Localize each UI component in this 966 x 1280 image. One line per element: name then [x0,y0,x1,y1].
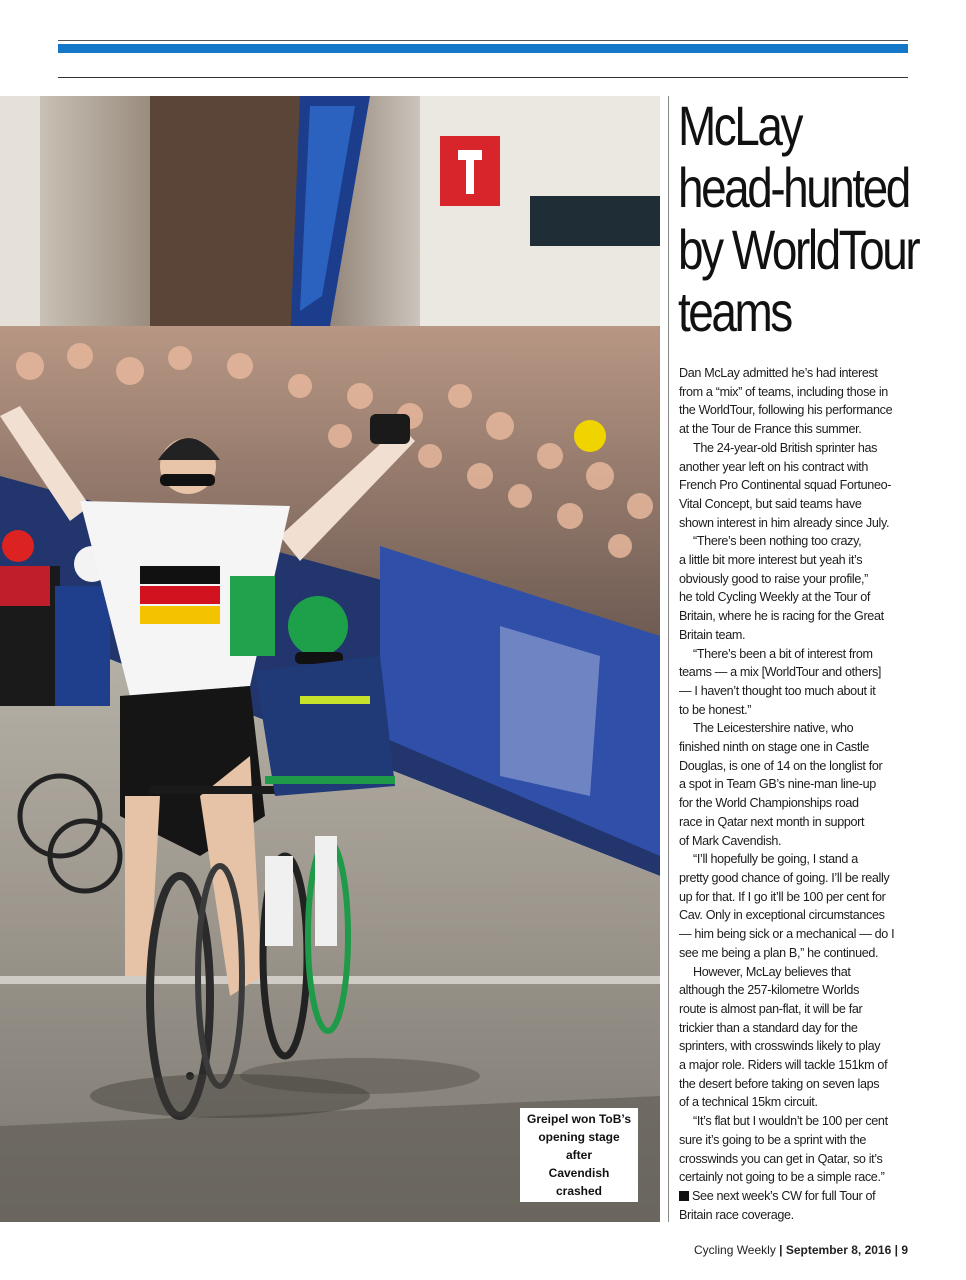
body-line-text: sure it’s going to be a sprint with the [679,1132,867,1147]
column-divider [668,96,669,1222]
body-line [679,738,911,757]
body-line-text: a spot in Team GB’s nine-man line-up [679,777,876,792]
body-line [679,626,911,645]
caption-line: Greipel won ToB’s [526,1112,631,1126]
race-finish-photo [0,96,660,1222]
body-line [679,794,911,813]
body-line [679,645,911,664]
body-line-text: — I haven’t thought too much about it [679,683,876,698]
photo-caption [520,1108,638,1202]
body-line [679,775,911,794]
body-line [679,663,911,682]
body-line [679,719,911,738]
body-line [679,570,911,589]
body-line [679,963,911,982]
body-line-text: a little bit more interest but yeah it’s [679,553,863,568]
body-line [679,757,911,776]
body-line-text: pretty good chance of going. I’ll be really [679,870,890,885]
body-line-text: trickier than a standard day for the [679,1020,858,1035]
headline-line: McLay [678,94,801,157]
body-line-text: obviously good to raise your profile,” [679,571,869,586]
body-line-text: — him being sick or a mechanical — do I [679,927,895,942]
body-line-text: shown interest in him already since July. [679,515,890,530]
body-line-text: a major role. Riders will tackle 151km of [679,1058,888,1073]
body-line [679,514,911,533]
headline-line: by WorldTour [678,218,919,281]
body-line-text: “I’ll hopefully be going, I stand a [693,852,858,867]
headline-line: teams [678,280,791,343]
body-line [679,1075,911,1094]
body-line-text: Vital Concept, but said teams have [679,496,862,511]
body-line-text: see me being a plan B,” he continued. [679,945,879,960]
end-square-icon [679,1191,689,1201]
body-line [679,439,911,458]
body-line-text: at the Tour de France this summer. [679,422,862,437]
body-line [679,682,911,701]
body-line [679,1168,911,1187]
body-line [679,888,911,907]
headline-line: head-hunted [678,156,909,219]
body-line [679,1131,911,1150]
body-line [679,383,911,402]
body-line-text: finished ninth on stage one in Castle [679,740,870,755]
body-line [679,476,911,495]
body-line [679,1187,911,1206]
body-line [679,607,911,626]
body-line-text: route is almost pan-flat, it will be far [679,1001,863,1016]
body-line [679,401,911,420]
body-line-text: for the World Championships road [679,796,859,811]
body-line-text: See next week’s CW for full Tour of [692,1188,876,1203]
article-body [679,364,911,1224]
caption-line: opening stage after [538,1130,620,1162]
body-line-text: of a technical 15km circuit. [679,1095,818,1110]
body-line-text: Cav. Only in exceptional circumstances [679,908,885,923]
body-line [679,944,911,963]
body-line-text: from a “mix” of teams, including those in [679,384,888,399]
body-line-text: although the 257-kilometre Worlds [679,983,860,998]
body-line-text: race in Qatar next month in support [679,814,865,829]
body-line [679,1056,911,1075]
body-line [679,981,911,1000]
body-line [679,701,911,720]
caption-line: Cavendish crashed [548,1166,610,1198]
body-line-text: teams — a mix [WorldTour and others] [679,665,882,680]
body-line [679,869,911,888]
body-line [679,925,911,944]
body-line-text: However, McLay believes that [693,964,851,979]
body-line [679,1093,911,1112]
body-line [679,364,911,383]
body-line-text: Britain, where he is racing for the Great [679,609,884,624]
issue-date: September 8, 2016 [785,1243,892,1257]
body-line [679,850,911,869]
body-line-text: “It’s flat but I wouldn’t be 100 per cent [693,1114,888,1129]
body-line-text: “There’s been a bit of interest from [693,646,873,661]
body-line-text: crosswinds you can get in Qatar, so it’s [679,1151,883,1166]
race-finish-illustration [0,96,660,1222]
body-line-text: “There’s been nothing too crazy, [693,534,862,549]
body-line [679,1037,911,1056]
publication-name: Cycling Weekly [694,1243,776,1257]
body-line-text: Britain race coverage. [679,1207,794,1222]
body-line [679,551,911,570]
body-line [679,532,911,551]
page-footer: Cycling Weekly | September 8, 2016 | 9 [694,1243,908,1257]
header-rule [58,77,908,78]
body-line-text: the WorldTour, following his performance [679,403,893,418]
body-line [679,1000,911,1019]
body-line [679,906,911,925]
body-line-text: the desert before taking on seven laps [679,1076,880,1091]
body-line [679,420,911,439]
body-line-text: Britain team. [679,627,746,642]
body-line-text: sprinters, with crosswinds likely to play [679,1039,881,1054]
body-line-text: Douglas, is one of 14 on the longlist for [679,758,883,773]
body-line [679,1150,911,1169]
body-line [679,832,911,851]
body-line [679,588,911,607]
body-line-text: The Leicestershire native, who [693,721,854,736]
top-blue-bar [58,44,908,53]
body-line-text: French Pro Continental squad Fortuneo- [679,478,892,493]
article-headline [678,94,919,343]
body-line [679,1206,911,1225]
body-line [679,1112,911,1131]
body-line [679,1019,911,1038]
body-line-text: up for that. If I go it’ll be 100 per cent for [679,889,886,904]
body-line-text: of Mark Cavendish. [679,833,782,848]
body-line-text: another year left on his contract with [679,459,869,474]
body-line [679,458,911,477]
page-number: 9 [901,1243,908,1257]
body-line-text: certainly not going to be a simple race.” [679,1170,885,1185]
body-line-text: The 24-year-old British sprinter has [693,440,878,455]
body-line-text: he told Cycling Weekly at the Tour of [679,590,870,605]
body-line-text: to be honest.” [679,702,752,717]
body-line [679,813,911,832]
body-line [679,495,911,514]
top-thin-rule [58,40,908,41]
body-line-text: Dan McLay admitted he’s had interest [679,366,878,380]
